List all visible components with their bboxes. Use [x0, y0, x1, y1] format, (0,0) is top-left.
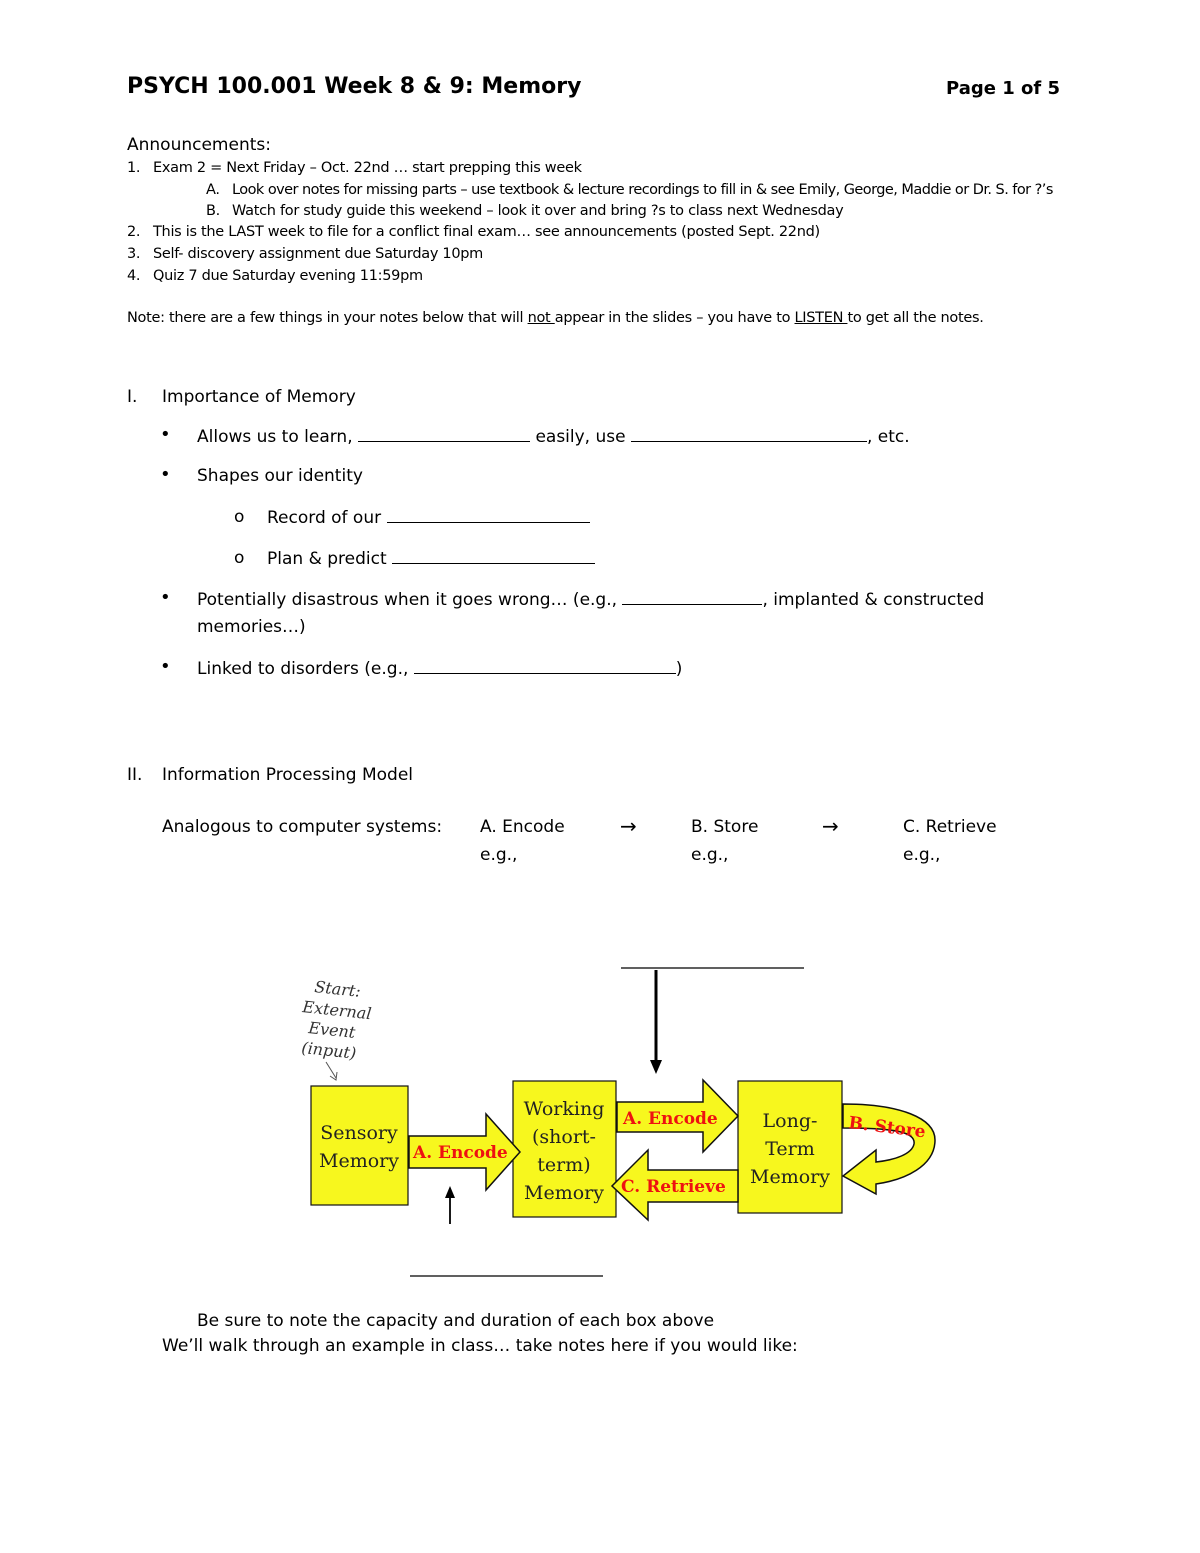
section-number: I.: [127, 387, 138, 407]
analogy-eg: e.g.,: [691, 845, 729, 865]
announcement-subnum: B.: [206, 203, 220, 219]
up-arrow-head: [445, 1186, 455, 1198]
bullet-icon: •: [160, 656, 171, 677]
long-term-label: Long-: [762, 1110, 818, 1132]
sub-bullet-text: Record of our: [267, 508, 382, 528]
announcement-subitem: Look over notes for missing parts – use textbook & lecture recordings to fill in & see Emily, George, Maddie or Dr. S. for ?’s: [232, 182, 1053, 198]
announcements-heading: Announcements:: [127, 135, 271, 155]
analogy-eg: e.g.,: [903, 845, 941, 865]
section-title: Information Processing Model: [162, 765, 414, 785]
announcement-item: Quiz 7 due Saturday evening 11:59pm: [153, 268, 423, 284]
store-label: B. Store: [847, 1113, 927, 1143]
encode-label: A. Encode: [623, 1109, 718, 1129]
announcement-subitem: Watch for study guide this weekend – look it over and bring ?s to class next Wednesday: [232, 203, 844, 219]
retrieve-label: C. Retrieve: [621, 1177, 726, 1197]
bullet-text: memories…): [197, 617, 306, 637]
announcement-item: Exam 2 = Next Friday – Oct. 22nd … start prepping this week: [153, 160, 582, 176]
working-label: term): [537, 1154, 591, 1176]
bullet-text: Linked to disorders (e.g.,: [197, 659, 409, 679]
analogy-encode: A. Encode: [480, 817, 565, 837]
capacity-note: Be sure to note the capacity and duration of each box above: [197, 1311, 715, 1331]
sensory-memory-box: [311, 1086, 408, 1205]
bullet-text: , etc.: [866, 427, 910, 447]
bullet-text: Allows us to learn,: [197, 427, 353, 447]
announcement-item: Self- discovery assignment due Saturday 10pm: [153, 246, 483, 262]
announcement-num: 2.: [127, 224, 141, 240]
working-label: (short-: [532, 1126, 596, 1148]
note-text: Note: there are a few things in your notes below that will: [127, 310, 528, 326]
start-text: (input): [300, 1038, 358, 1063]
bullet-text: Potentially disastrous when it goes wrong… (e.g.,: [197, 590, 618, 610]
note-listen: LISTEN: [794, 310, 848, 326]
announcement-num: 3.: [127, 246, 141, 262]
page-title: PSYCH 100.001 Week 8 & 9: Memory: [127, 74, 582, 99]
section-number: II.: [127, 765, 143, 785]
start-text: Event: [307, 1018, 357, 1042]
sub-bullet-text: Plan & predict: [267, 549, 387, 569]
announcement-num: 1.: [127, 160, 141, 176]
long-term-label: Memory: [750, 1166, 830, 1188]
note-text: to get all the notes.: [847, 310, 984, 326]
analogy-retrieve: C. Retrieve: [903, 817, 997, 837]
note-not: not: [527, 310, 555, 326]
right-arrow-icon: →: [620, 814, 637, 838]
start-label: [301, 977, 373, 1063]
announcement-subnum: A.: [206, 182, 220, 198]
working-label: Memory: [524, 1182, 604, 1204]
start-text: External: [301, 997, 373, 1024]
right-arrow-icon: →: [822, 814, 839, 838]
analogy-eg: e.g.,: [480, 845, 518, 865]
sub-bullet-icon: o: [234, 507, 245, 527]
announcement-item: This is the LAST week to file for a conflict final exam… see announcements (posted Sept. 22nd): [153, 224, 820, 240]
section-title: Importance of Memory: [162, 387, 356, 407]
sensory-label: Memory: [319, 1150, 399, 1172]
analogy-label: Analogous to computer systems:: [162, 817, 443, 837]
example-note: We’ll walk through an example in class… take notes here if you would like:: [162, 1336, 798, 1356]
working-label: Working: [523, 1098, 605, 1120]
start-pointer-icon: [326, 1062, 336, 1078]
bullet-icon: •: [160, 464, 171, 485]
bullet-icon: •: [160, 587, 171, 608]
long-term-label: Term: [765, 1138, 815, 1160]
page-number: Page 1 of 5: [946, 78, 1060, 99]
bullet-icon: •: [160, 424, 171, 445]
announcement-num: 4.: [127, 268, 141, 284]
bullet-text: Shapes our identity: [197, 466, 363, 486]
note-text: appear in the slides – you have to: [554, 310, 795, 326]
start-text: Start:: [313, 977, 362, 1001]
bullet-text: , implanted & constructed: [762, 590, 985, 610]
down-arrow-head: [650, 1060, 662, 1074]
sensory-label: Sensory: [320, 1122, 398, 1144]
sub-bullet-icon: o: [234, 548, 245, 568]
analogy-store: B. Store: [691, 817, 759, 837]
encode-label: A. Encode: [413, 1143, 508, 1163]
bullet-text: ): [675, 659, 683, 679]
bullet-text: easily, use: [535, 427, 626, 447]
